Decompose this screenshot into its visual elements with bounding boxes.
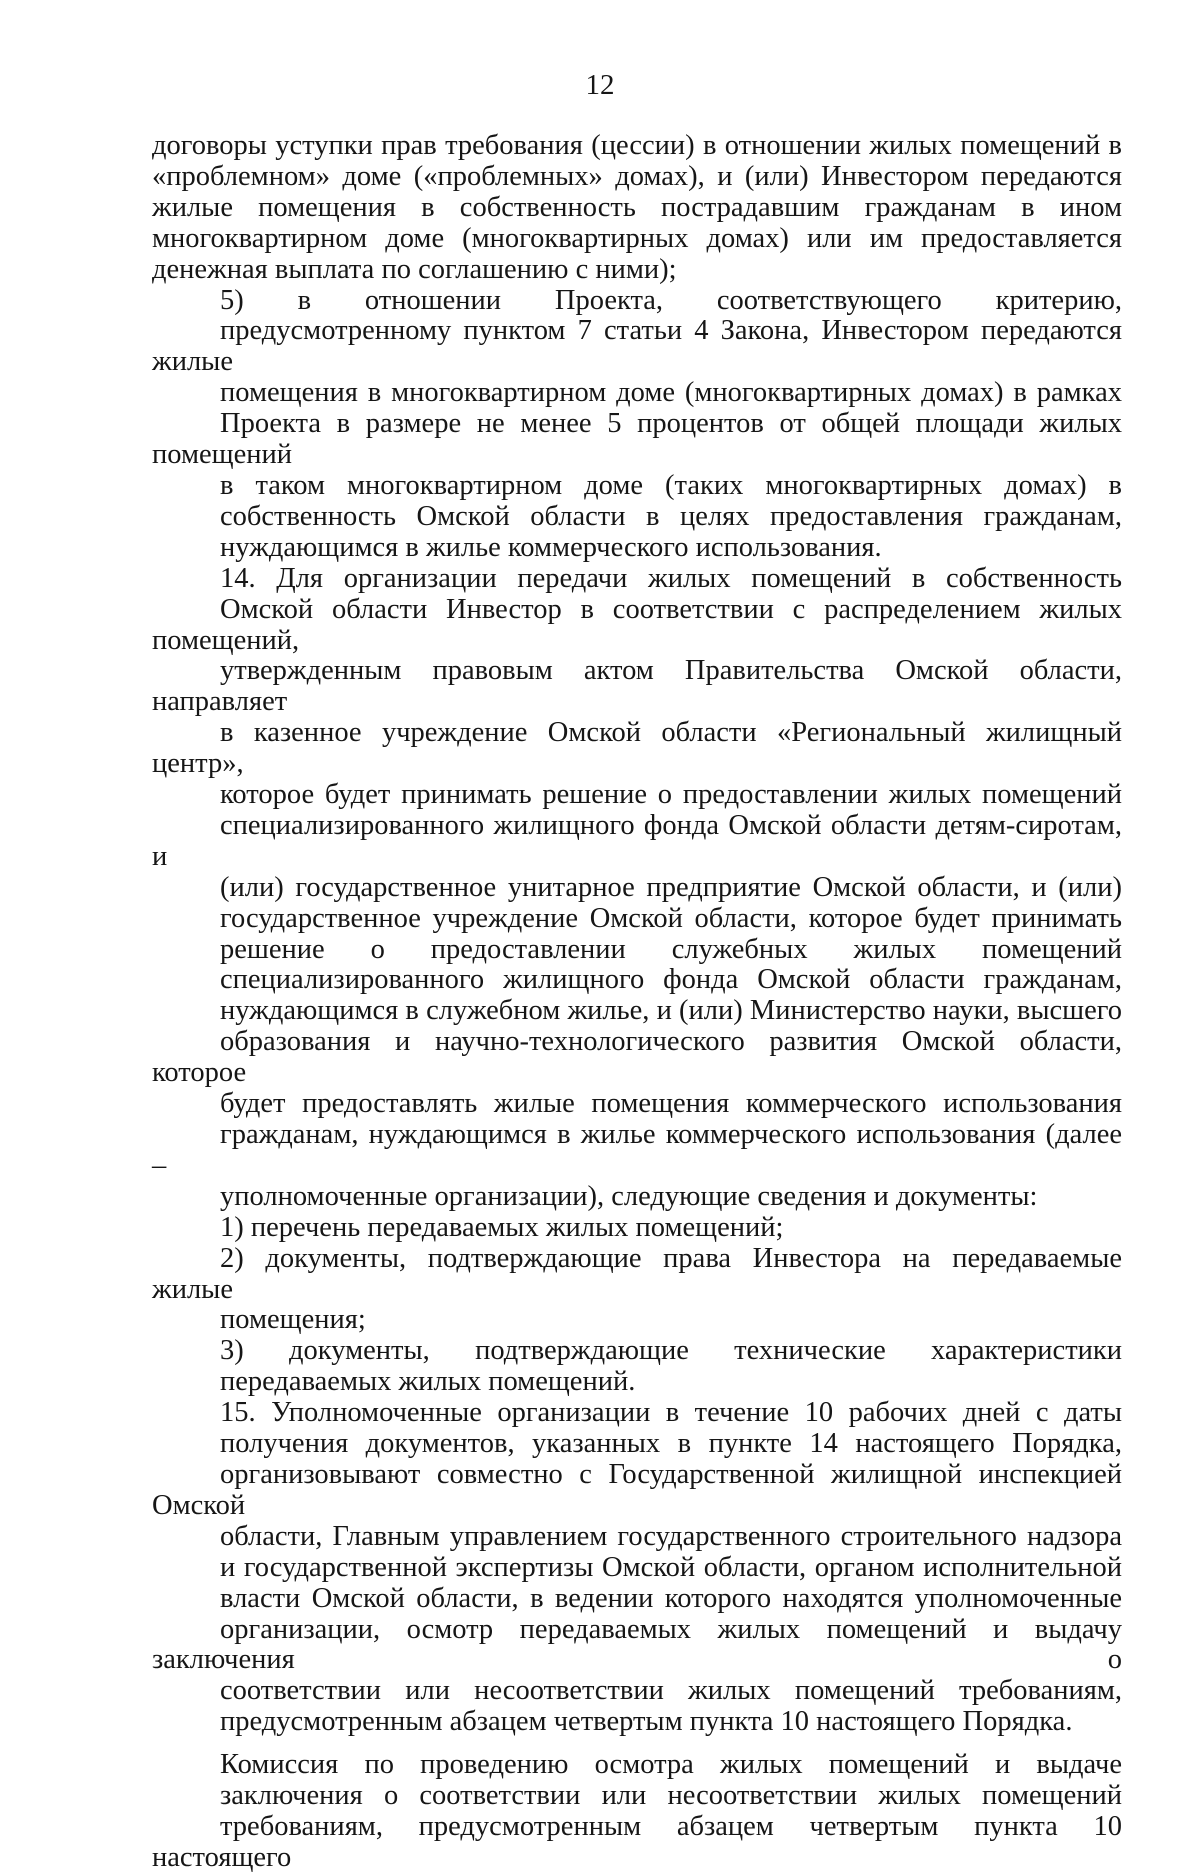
text-line: соответствии или несоответствии жилых помещений требованиям,	[220, 1675, 1122, 1707]
text-line: помещения в многоквартирном доме (многоквартирных домах) в рамках	[220, 377, 1122, 409]
text-line: денежная выплата по соглашению с ними);	[152, 253, 677, 285]
page-number: 12	[585, 69, 615, 101]
text-line: «проблемном» доме («проблемных» домах), и (или) Инвестором передаются	[152, 160, 1122, 192]
paragraph-section-15	[152, 1398, 1122, 1738]
text-line: будет предоставлять жилые помещения коммерческого использования	[220, 1088, 1122, 1120]
text-line: области, Главным управлением государственного строительного надзора	[220, 1520, 1122, 1552]
text-line: договоры уступки прав требования (цессии) в отношении жилых помещений в	[152, 130, 1122, 161]
text-line: нуждающимся в служебном жилье, и (или) Министерство науки, высшего	[220, 995, 1122, 1027]
paragraph-list-item-3	[152, 1336, 1122, 1398]
text-line: многоквартирном доме (многоквартирных домах) или им предоставляется	[152, 222, 1122, 254]
text-line: гражданам, нуждающимся в жилье коммерческого использования (далее –	[152, 1119, 1122, 1181]
text-line: которое будет принимать решение о предоставлении жилых помещений	[220, 779, 1122, 811]
text-line: передаваемых жилых помещений.	[220, 1366, 636, 1398]
text-line: в таком многоквартирном доме (таких многоквартирных домах) в	[220, 469, 1122, 501]
text-line: помещения;	[220, 1304, 366, 1336]
text-line: 5) в отношении Проекта, соответствующего критерию,	[220, 284, 1122, 316]
paragraph-list-item-2	[152, 1244, 1122, 1337]
text-line: власти Омской области, в ведении которого находятся уполномоченные	[220, 1582, 1122, 1614]
paragraph-contract-assignment	[152, 131, 1122, 286]
text-line: 2) документы, подтверждающие права Инвестора на передаваемые жилые	[152, 1242, 1122, 1305]
text-line: и государственной экспертизы Омской области, органом исполнительной	[220, 1551, 1122, 1583]
paragraph-section-14	[152, 564, 1122, 1213]
text-line: требованиям, предусмотренным абзацем четвертым пункта 10 настоящего	[152, 1810, 1122, 1873]
text-line: образования и научно-технологического развития Омской области, которое	[152, 1026, 1122, 1089]
text-line: 3) документы, подтверждающие технические характеристики	[220, 1335, 1122, 1367]
text-line: уполномоченные организации), следующие сведения и документы:	[220, 1180, 1038, 1212]
paragraph-item-5	[152, 286, 1122, 564]
text-line: Комиссия по проведению осмотра жилых помещений и выдаче	[220, 1749, 1122, 1781]
text-line: предусмотренным абзацем четвертым пункта 10 настоящего Порядка.	[220, 1706, 1073, 1738]
text-line: организации, осмотр передаваемых жилых помещений и выдачу заключения о	[152, 1613, 1122, 1676]
text-line: (или) государственное унитарное предприятие Омской области, и (или)	[220, 871, 1122, 903]
text-line: предусмотренному пунктом 7 статьи 4 Закона, Инвестором передаются жилые	[152, 315, 1122, 378]
text-line: специализированного жилищного фонда Омской области детям-сиротам, и	[152, 809, 1122, 872]
text-line: жилые помещения в собственность пострадавшим гражданам в ином	[152, 191, 1122, 223]
document-body	[152, 131, 1122, 1874]
text-line: решение о предоставлении служебных жилых помещений	[220, 933, 1122, 965]
paragraph-commission	[152, 1750, 1122, 1874]
text-line: Омской области Инвестор в соответствии с распределением жилых помещений,	[152, 593, 1122, 656]
text-line: 1) перечень передаваемых жилых помещений;	[220, 1211, 784, 1243]
text-line: собственность Омской области в целях предоставления гражданам,	[220, 500, 1122, 532]
text-line: в казенное учреждение Омской области «Региональный жилищный центр»,	[152, 717, 1122, 780]
paragraph-list-item-1	[152, 1213, 1122, 1244]
text-line: утвержденным правовым актом Правительства Омской области, направляет	[152, 655, 1122, 718]
text-line: заключения о соответствии или несоответствии жилых помещений	[220, 1780, 1122, 1812]
text-line: организовывают совместно с Государственной жилищной инспекцией Омской	[152, 1458, 1122, 1521]
text-line: нуждающимся в жилье коммерческого использования.	[220, 531, 882, 563]
text-line: Проекта в размере не менее 5 процентов от общей площади жилых помещений	[152, 408, 1122, 471]
text-line: получения документов, указанных в пункте 14 настоящего Порядка,	[220, 1428, 1122, 1460]
text-line: 14. Для организации передачи жилых помещений в собственность	[220, 562, 1122, 594]
text-line: специализированного жилищного фонда Омской области гражданам,	[220, 964, 1122, 996]
text-line: государственное учреждение Омской области, которое будет принимать	[220, 902, 1122, 934]
text-line: 15. Уполномоченные организации в течение 10 рабочих дней с даты	[220, 1397, 1122, 1429]
